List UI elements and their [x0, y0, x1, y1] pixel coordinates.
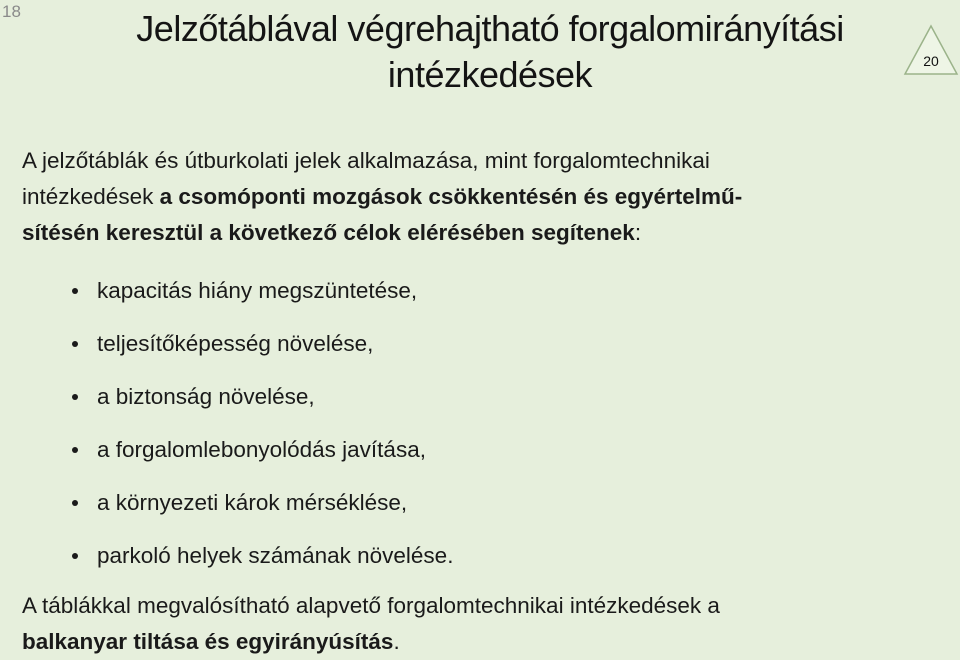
list-item: kapacitás hiány megszüntetése, [70, 264, 453, 317]
list-item: parkoló helyek számának növelése. [70, 529, 453, 582]
goals-list [70, 264, 453, 582]
page-number: 18 [2, 2, 21, 21]
closing-line-2-bold: balkanyar tiltása és egyirányúsítás [22, 629, 394, 654]
intro-line-3-colon: : [634, 220, 642, 245]
list-item: a biztonság növelése, [70, 370, 453, 423]
slide-title [60, 6, 920, 98]
closing-paragraph [22, 588, 960, 660]
closing-line-1: A táblákkal megvalósítható alapvető forgalomtechnikai intézkedések a [22, 593, 720, 618]
intro-line-3 [22, 215, 942, 251]
intro-line-2-bold: a csomóponti mozgások csökkentésén és egyértelmű- [159, 184, 743, 209]
intro-line-1: A jelzőtáblák és útburkolati jelek alkalmazása, mint forgalomtechnikai [22, 148, 710, 173]
slide-number: 20 [923, 53, 939, 69]
title-line-1: Jelzőtáblával végrehajtható forgalomirányítási [136, 8, 844, 49]
intro-line-3-bold: sítésén keresztül a következő célok elérésében segítenek [22, 220, 635, 245]
slide-number-badge [903, 24, 959, 76]
closing-line-2-end: . [393, 629, 400, 654]
list-item: teljesítőképesség növelése, [70, 317, 453, 370]
intro-line-2-normal: intézkedések [22, 184, 160, 209]
closing-line-2 [22, 624, 960, 660]
list-item: a környezeti károk mérséklése, [70, 476, 453, 529]
intro-line-2 [22, 179, 942, 215]
title-line-2: intézkedések [387, 54, 593, 95]
intro-paragraph [22, 143, 942, 251]
list-item: a forgalomlebonyolódás javítása, [70, 423, 453, 476]
